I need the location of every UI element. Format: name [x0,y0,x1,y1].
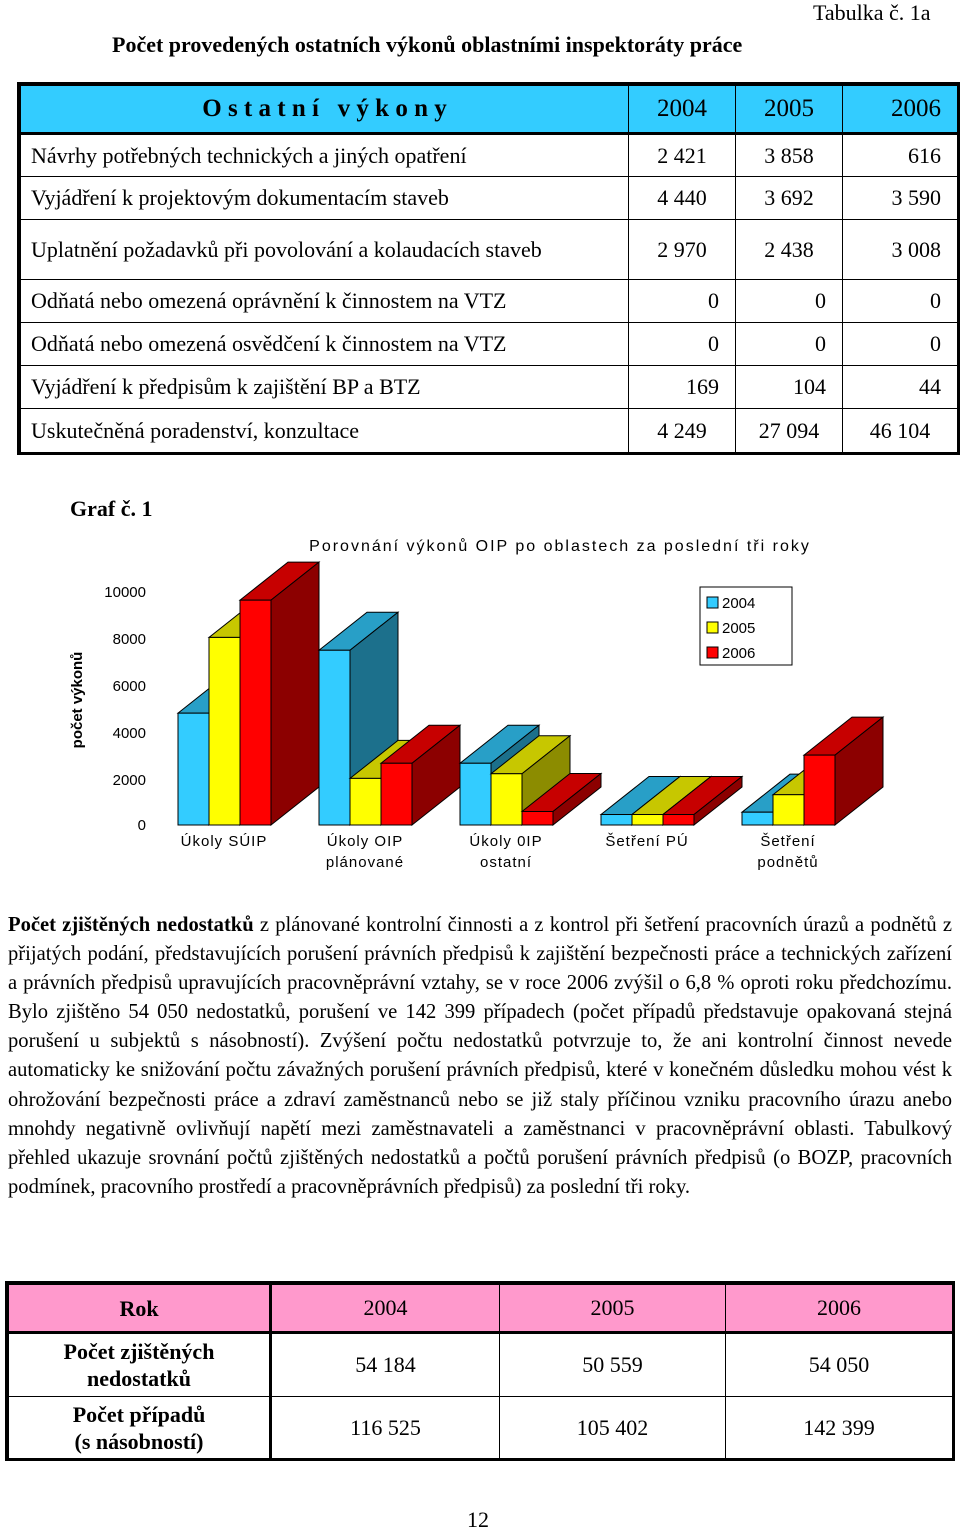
cell-2004: 2 421 [629,134,736,177]
cell-2004: 4 249 [629,409,736,453]
cell-2004: 54 184 [271,1333,500,1397]
category-label: Šetření PÚ [605,833,689,850]
graph-label: Graf č. 1 [70,496,153,521]
cell-2006: 0 [843,323,958,366]
bar-2005 [632,815,663,825]
bar-2006 [381,763,412,825]
findings-paragraph [8,911,952,1202]
row-label [9,1333,271,1397]
table-row [21,366,958,409]
row-label-line2: (s násobností) [74,1428,204,1454]
bar-2004 [601,815,632,825]
cell-2004: 169 [629,366,736,409]
cell-2005: 3 692 [736,177,843,220]
chart-title: Porovnání výkonů OIP po oblastech za poslední tři roky [309,538,811,555]
y-tick-label: 0 [137,817,146,834]
column-header-2006: 2006 [843,86,958,134]
column-header-2006: 2006 [726,1285,953,1333]
table-row [21,280,958,323]
legend-label-2006: 2006 [722,645,756,662]
cell-2005: 3 858 [736,134,843,177]
legend-swatch-2006 [707,647,718,658]
y-tick-label: 2000 [112,772,146,789]
row-label: Odňatá nebo omezená osvědčení k činnostem na VTZ [21,323,629,366]
bar-2004 [178,713,209,825]
y-tick-label: 6000 [112,678,146,695]
column-header-2005: 2005 [736,86,843,134]
legend-label-2004: 2004 [722,595,756,612]
table-row [9,1333,953,1397]
y-tick-label: 8000 [112,631,146,648]
cell-2004: 116 525 [271,1397,500,1459]
category-label: ostatní [479,854,533,871]
category-label: Úkoly OIP [326,833,404,850]
table-header-row [9,1285,953,1333]
table-row [21,177,958,220]
bar-2006 [240,600,271,825]
cell-2005: 104 [736,366,843,409]
row-label-line1: Počet zjištěných [63,1339,215,1364]
page-number: 12 [467,1507,489,1532]
bar-chart [0,520,960,890]
table-row [21,134,958,177]
bar-2005 [209,637,240,825]
category-label: plánované [325,854,405,871]
column-header-year: Rok [9,1285,271,1333]
cell-2005: 50 559 [500,1333,726,1397]
legend-swatch-2005 [707,622,718,633]
cell-2006: 3 590 [843,177,958,220]
cell-2005: 2 438 [736,220,843,280]
cell-2006: 142 399 [726,1397,953,1459]
cell-2005: 0 [736,323,843,366]
table-reference: Tabulka č. 1a [813,0,931,25]
cell-2005: 0 [736,280,843,323]
row-label-line2: nedostatků [87,1366,191,1391]
row-label: Uskutečněná poradenství, konzultace [21,409,629,453]
cell-2006: 3 008 [843,220,958,280]
table-row [9,1397,953,1459]
category-label: Úkoly SÚIP [180,833,268,850]
bar-2005 [773,795,804,825]
category-label: Šetření [760,833,816,850]
row-label: Odňatá nebo omezená oprávnění k činnostem na VTZ [21,280,629,323]
row-label: Uplatnění požadavků při povolování a kolaudacích staveb [21,220,629,280]
row-label: Návrhy potřebných technických a jiných opatření [21,134,629,177]
cell-2005: 27 094 [736,409,843,453]
bar-side-face [271,562,319,825]
bar-2004 [460,763,491,825]
row-label-line1: Počet případů [72,1401,206,1427]
category-label: podnětů [757,854,819,871]
legend-label-2005: 2005 [722,620,756,637]
table-header-row [21,86,958,134]
bar-2005 [350,778,381,825]
bar-2006 [522,811,553,825]
bar-2006 [663,815,694,825]
y-axis-label: počet výkonů [69,651,86,749]
column-header-2005: 2005 [500,1285,726,1333]
row-label: Vyjádření k předpisům k zajištění BP a BTZ [21,366,629,409]
column-header-2004: 2004 [629,86,736,134]
bar-2006 [804,755,835,825]
y-tick-label: 10000 [104,584,146,601]
row-label [9,1397,271,1459]
table-row [21,220,958,280]
cell-2006: 0 [843,280,958,323]
cell-2004: 4 440 [629,177,736,220]
category-label: Úkoly 0IP [469,833,543,850]
column-header-activities: O s t a t n í v ý k o n y [21,86,629,134]
bar-2005 [491,774,522,825]
table-row [21,323,958,366]
bar-2004 [319,650,350,825]
cell-2004: 2 970 [629,220,736,280]
table-row [21,409,958,453]
page-title: Počet provedených ostatních výkonů oblastními inspektoráty práce [112,32,743,57]
cell-2006: 44 [843,366,958,409]
y-tick-label: 4000 [112,725,146,742]
legend-swatch-2004 [707,597,718,608]
bar-2004 [742,812,773,825]
other-activities-table [17,82,960,455]
cell-2006: 46 104 [843,409,958,453]
cell-2004: 0 [629,323,736,366]
cell-2006: 54 050 [726,1333,953,1397]
paragraph-text: z plánované kontrolní činnosti a z kontrol při šetření pracovních úrazů a podnětů z přijatých podání, představujících porušení právních předpisů k zajištění bezpečnosti práce a technických zařízení a právních předpisů upravujících pracovněprávní vztahy, se v roce 2006 zvýšil o 6,8 % oproti roku předchozímu. Bylo zjištěno 54 050 nedostatků, porušení ve 142 399 případech (počet případů představuje opakovaná stejná porušení u subjektů s násobností). Zvýšení počtu nedostatků potvrzuje to, že ani kontrolní činnost nevede automaticky ke snižování počtu závažných porušení právních předpisů, které v konečném důsledku mohou vést k ohrožování bezpečnosti práce a zdraví zaměstnanců nebo se již staly příčinou vzniku pracovního úrazu anebo mnohdy negativně ovlivňují napětí mezi zaměstnavateli a zaměstnanci v pracovněprávní oblasti. Tabulkový přehled ukazuje srovnání počtů zjištěných nedostatků a počtů porušení právních předpisů (o BOZP, pracovních podmínek, pracovního prostředí a pracovněprávních předpisů) za poslední tři roky. [8,914,952,1198]
cell-2004: 0 [629,280,736,323]
row-label: Vyjádření k projektovým dokumentacím staveb [21,177,629,220]
cell-2005: 105 402 [500,1397,726,1459]
column-header-2004: 2004 [271,1285,500,1333]
paragraph-lead: Počet zjištěných nedostatků [8,914,254,936]
cell-2006: 616 [843,134,958,177]
deficiencies-table [5,1281,955,1461]
